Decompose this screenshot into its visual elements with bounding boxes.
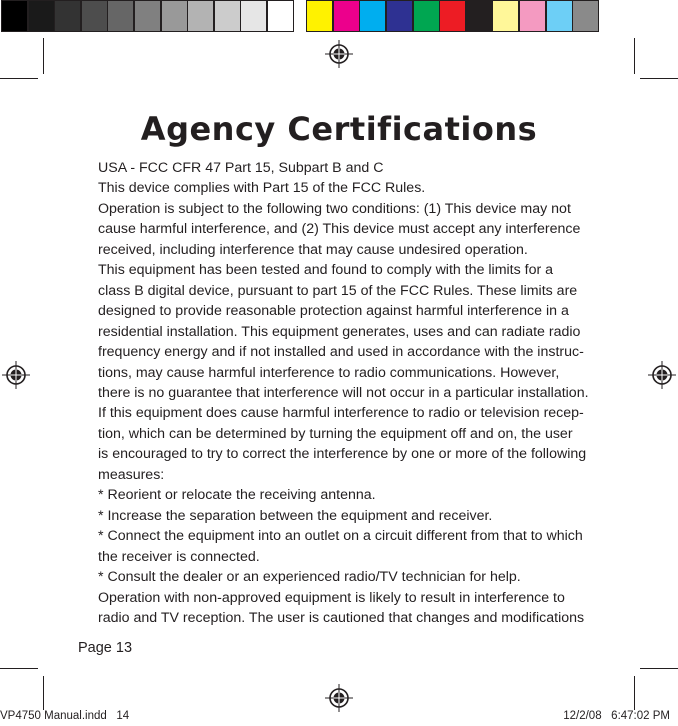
swatch-yellow [306, 0, 333, 32]
swatch-gray-50 [134, 0, 161, 32]
body-line: This equipment has been tested and found to comply with the limits for a [98, 262, 554, 279]
crop-mark-top-right-vertical [634, 38, 635, 74]
body-line: radio and TV reception. The user is cautioned that changes and modifications [98, 609, 585, 626]
page-title: Agency Certifications [140, 110, 538, 148]
crop-mark-top-left-vertical [43, 38, 44, 74]
swatch-gray-60 [107, 0, 134, 32]
swatch-gray-80 [54, 0, 81, 32]
swatch-cyan [359, 0, 386, 32]
swatch-blue [386, 0, 413, 32]
swatch-gray-20 [214, 0, 241, 32]
crop-mark-bottom-left-horizontal [0, 668, 38, 669]
registration-target-icon [2, 361, 30, 389]
swatch-gray-90 [28, 0, 55, 32]
body-line: is encouraged to try to correct the interference by one or more of the following [98, 446, 587, 463]
swatch-green [413, 0, 440, 32]
slug-datetime: 12/2/08 6:47:02 PM [563, 710, 670, 722]
body-line: * Consult the dealer or an experienced radio/TV technician for help. [98, 569, 521, 586]
body-line: * Increase the separation between the equipment and receiver. [98, 507, 493, 524]
registration-target-icon [325, 40, 353, 68]
registration-target-icon [648, 361, 676, 389]
swatch-gray-40 [161, 0, 188, 32]
body-line: measures: [98, 466, 165, 483]
body-line: * Reorient or relocate the receiving antenna. [98, 487, 376, 504]
body-line: cause harmful interference, and (2) This device must accept any interference [98, 221, 581, 238]
body-line: tion, which can be determined by turning the equipment off and on, the user [98, 425, 573, 442]
crop-mark-top-right-horizontal [640, 78, 678, 79]
swatch-light-magenta [519, 0, 546, 32]
crop-mark-bottom-right-horizontal [640, 668, 678, 669]
swatch-rich-black [466, 0, 493, 32]
body-line: Operation with non-approved equipment is likely to result in interference to [98, 589, 565, 606]
body-line: the receiver is connected. [98, 548, 260, 565]
registration-target-icon [325, 684, 353, 712]
certification-body [98, 158, 589, 628]
slug-filename: VP4750 Manual.indd 14 [0, 710, 130, 722]
body-line: residential installation. This equipment generates, uses and can radiate radio [98, 323, 581, 340]
body-line: frequency energy and if not installed and used in accordance with the instruc- [98, 344, 584, 361]
swatch-gray-70 [81, 0, 108, 32]
swatch-gray-30 [187, 0, 214, 32]
body-line: Operation is subject to the following two conditions: (1) This device may not [98, 200, 571, 217]
crop-mark-bottom-right-vertical [634, 676, 635, 710]
swatch-mid-gray [572, 0, 599, 32]
swatch-gray-10 [240, 0, 267, 32]
body-line: there is no guarantee that interference will not occur in a particular installation. [98, 384, 589, 401]
swatch-light-yellow [492, 0, 519, 32]
swatch-magenta [333, 0, 360, 32]
page-number: Page 13 [78, 640, 133, 656]
swatch-light-cyan [546, 0, 573, 32]
swatch-white [267, 0, 294, 32]
body-line: This device complies with Part 15 of the FCC Rules. [98, 180, 426, 197]
body-line: * Connect the equipment into an outlet on a circuit different from that to which [98, 528, 583, 545]
body-line: USA - FCC CFR 47 Part 15, Subpart B and C [98, 160, 384, 176]
body-line: tions, may cause harmful interference to radio communications. However, [98, 364, 560, 381]
body-line: designed to provide reasonable protection against harmful interference in a [98, 303, 569, 320]
crop-mark-bottom-left-vertical [43, 676, 44, 710]
body-line: received, including interference that may cause undesired operation. [98, 241, 528, 258]
swatch-black [1, 0, 28, 32]
swatch-red [439, 0, 466, 32]
crop-mark-top-left-horizontal [0, 78, 38, 79]
body-line: If this equipment does cause harmful interference to radio or television recep- [98, 405, 584, 422]
body-line: class B digital device, pursuant to part 15 of the FCC Rules. These limits are [98, 282, 578, 299]
